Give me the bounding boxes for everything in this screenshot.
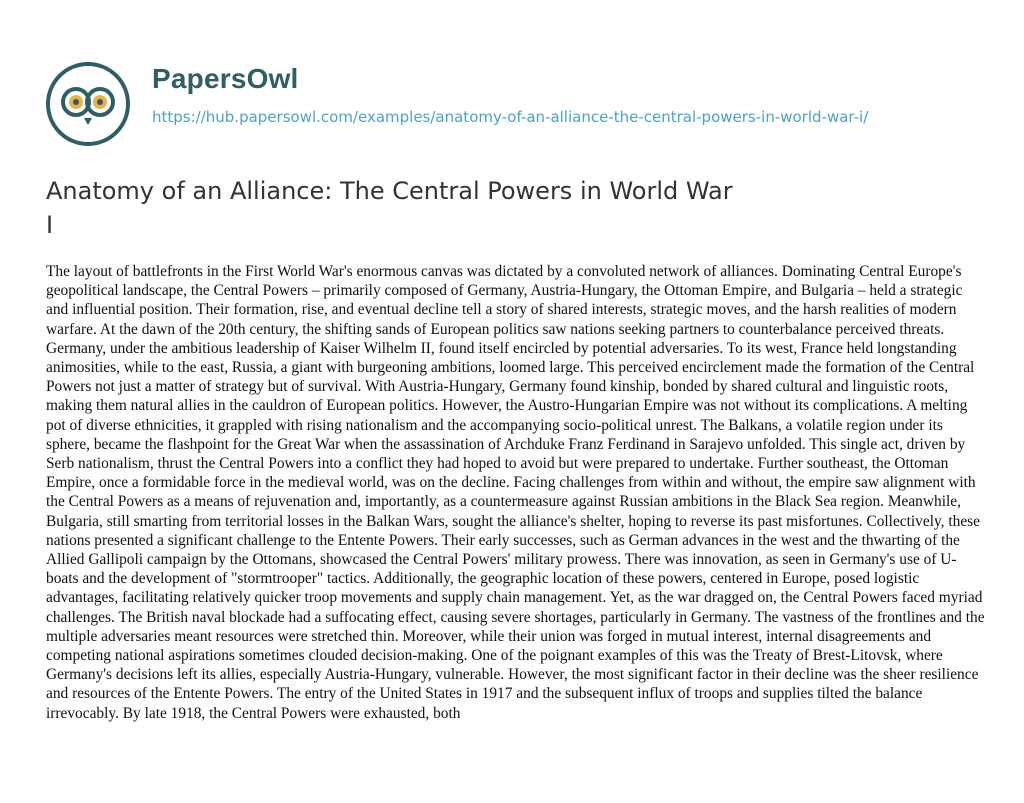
page-title: Anatomy of an Alliance: The Central Powers in World War I bbox=[46, 177, 733, 239]
site-header bbox=[0, 0, 1024, 160]
source-url-link[interactable]: https://hub.papersowl.com/examples/anatomy-of-an-alliance-the-central-powers-in-world-war-i/ bbox=[152, 108, 869, 126]
article-body: The layout of battlefronts in the First World War's enormous canvas was dictated by a convoluted network of alliances. Dominating Central Europe's geopolitical landscape, the Central Powers – primarily composed of Germany, Austria-Hungary, the Ottoman Empire, and Bulgaria – held a strategic and influential position. Their formation, rise, and eventual decline tell a story of shared interests, strategic moves, and the harsh realities of modern warfare. At the dawn of the 20th century, the shifting sands of European politics saw nations seeking partners to counterbalance perceived threats. Germany, under the ambitious leadership of Kaiser Wilhelm II, found itself encircled by potential adversaries. To its west, France held longstanding animosities, while to the east, Russia, a giant with burgeoning ambitions, loomed large. This perceived encirclement made the formation of the Central Powers not just a matter of strategy but of survival. With Austria-Hungary, Germany found kinship, bonded by shared cultural and linguistic roots, making them natural allies in the cauldron of European politics. However, the Austro-Hungarian Empire was not without its complications. A melting pot of diverse ethnicities, it grappled with rising nationalism and the accompanying socio-political unrest. The Balkans, a volatile region under its sphere, became the flashpoint for the Great War when the assassination of Archduke Franz Ferdinand in Sarajevo unfolded. This single act, driven by Serb nationalism, thrust the Central Powers into a conflict they had hoped to avoid but were prepared to undertake. Further southeast, the Ottoman Empire, once a formidable force in the medieval world, was on the decline. Facing challenges from within and without, the empire saw alignment with the Central Powers as a means of rejuvenation and, importantly, as a countermeasure against Russian ambitions in the Black Sea region. Meanwhile, Bulgaria, still smarting from territorial losses in the Balkan Wars, sought the alliance's shelter, hoping to reverse its past misfortunes. Collectively, these nations presented a significant challenge to the Entente Powers. Their early successes, such as German advances in the west and the thwarting of the Allied Gallipoli campaign by the Ottomans, showcased the Central Powers' military prowess. There was innovation, as seen in Germany's use of U-boats and the development of "stormtrooper" tactics. Additionally, the geographic location of these powers, centered in Europe, posed logistic advantages, facilitating relatively quicker troop movements and supply chain management. Yet, as the war dragged on, the Central Powers faced myriad challenges. The British naval blockade had a suffocating effect, causing severe shortages, particularly in Germany. The vastness of the frontlines and the multiple adversaries meant resources were stretched thin. Moreover, while their union was forged in mutual interest, internal disagreements and competing national aspirations sometimes clouded decision-making. One of the poignant examples of this was the Treaty of Brest-Litovsk, where Germany's decisions left its allies, especially Austria-Hungary, vulnerable. However, the most significant factor in their decline was the sheer resilience and resources of the Entente Powers. The entry of the United States in 1917 and the subsequent influx of troops and supplies tilted the balance irrevocably. By late 1918, the Central Powers were exhausted, both bbox=[46, 263, 985, 722]
brand-name[interactable]: PapersOwl bbox=[152, 63, 299, 94]
owl-logo-icon[interactable] bbox=[46, 62, 130, 146]
